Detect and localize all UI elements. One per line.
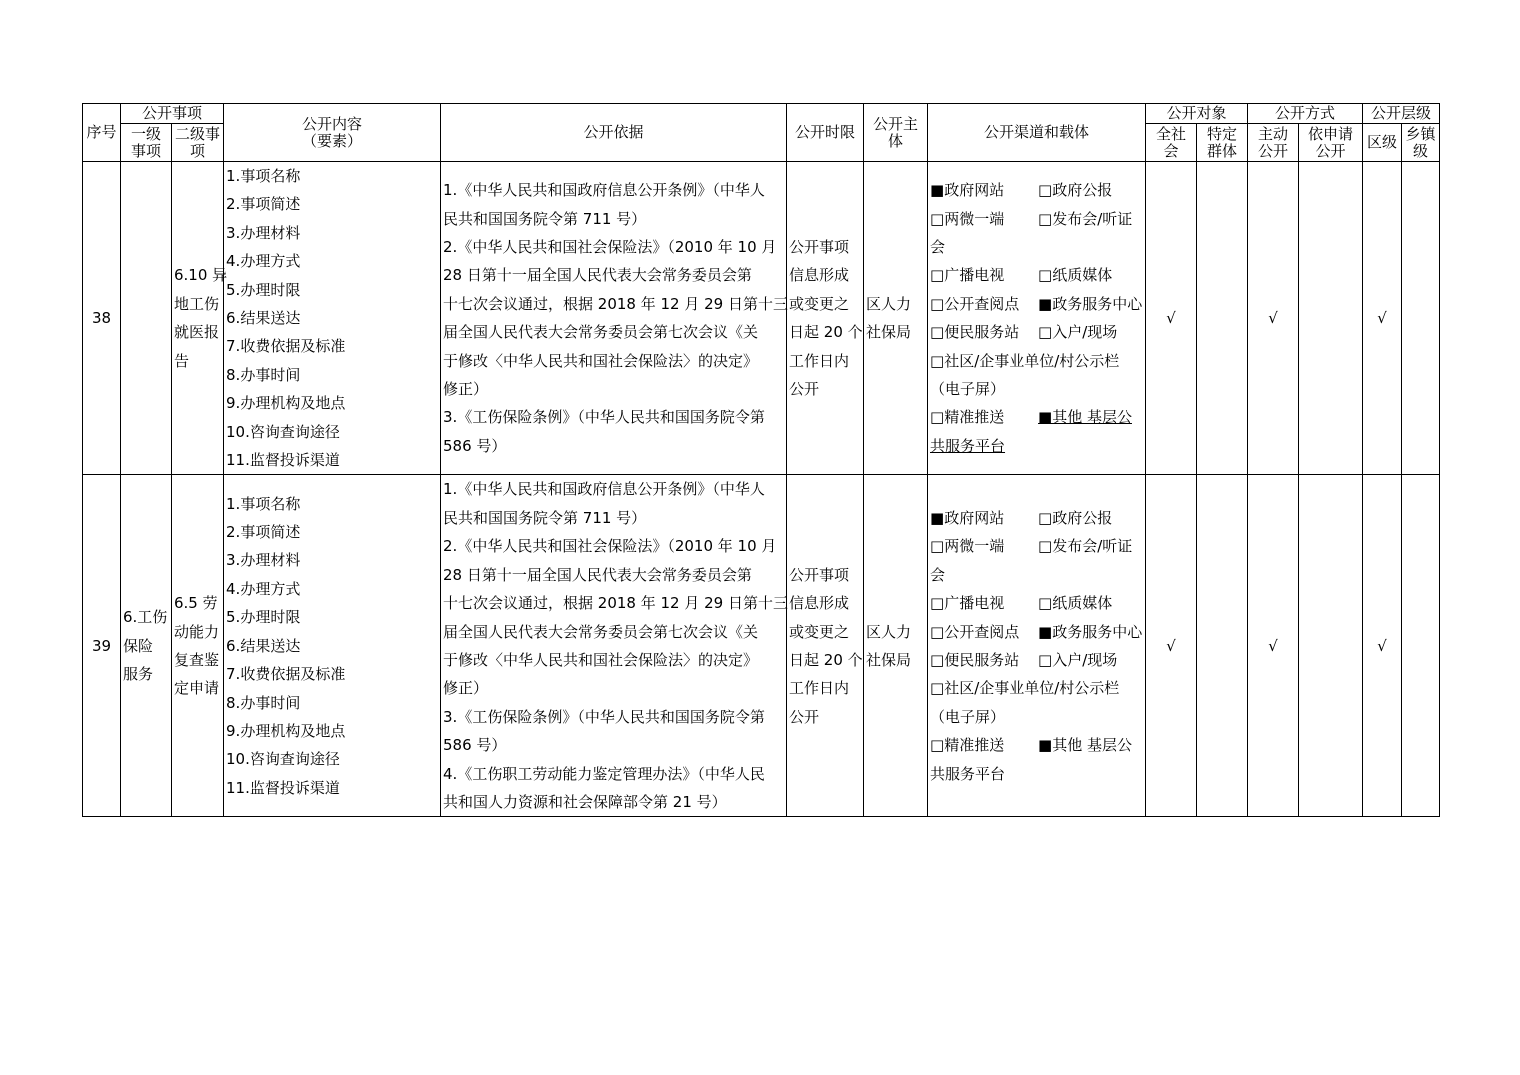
header-method-apply: 依申请 公开 — [1299, 124, 1363, 162]
row-channels: ■政府网站 □政府公报 □两微一端 □发布会/听证 会 □广播电视 □纸质媒体 □公开查阅点 ■政务服务中心 □便民服务站 □入户/现场 □社区/企事业单位/村公示栏 （电子屏） □精准推送 ■其他 基层公 共服务平台 — [928, 475, 1146, 817]
header-level-district: 区级 — [1363, 124, 1402, 162]
row-target-all: √ — [1146, 162, 1197, 475]
row-channels: ■政府网站 □政府公报 □两微一端 □发布会/听证 会 □广播电视 □纸质媒体 □公开查阅点 ■政务服务中心 □便民服务站 □入户/现场 □社区/企事业单位/村公示栏 （电子屏） □精准推送 ■其他 基层公 共服务平台 — [928, 162, 1146, 475]
header-target-group: 公开对象 — [1146, 104, 1248, 124]
row-seq: 38 — [83, 162, 121, 475]
row-level-town — [1402, 162, 1440, 475]
header-channel: 公开渠道和载体 — [928, 104, 1146, 162]
header-level-town: 乡镇 级 — [1402, 124, 1440, 162]
row-method-apply — [1299, 162, 1363, 475]
row-method-active: √ — [1248, 475, 1299, 817]
header-content: 公开内容 （要素） — [224, 104, 441, 162]
row-level1: 6.工伤 保险 服务 — [121, 475, 172, 817]
row-target-specific — [1197, 162, 1248, 475]
row-level2: 6.5 劳 动能力 复查鉴 定申请 — [172, 475, 224, 817]
row-method-active: √ — [1248, 162, 1299, 475]
table-row — [83, 162, 1440, 475]
row-method-apply — [1299, 475, 1363, 817]
row-subject: 区人力 社保局 — [864, 475, 928, 817]
header-level2: 二级事 项 — [172, 124, 224, 162]
header-level-group: 公开层级 — [1363, 104, 1440, 124]
row-content: 1.事项名称 2.事项简述 3.办理材料 4.办理方式 5.办理时限 6.结果送达 7.收费依据及标准 8.办事时间 9.办理机构及地点 10.咨询查询途径 11.监督投诉渠道 — [224, 162, 441, 475]
table-row — [83, 475, 1440, 817]
row-time-limit: 公开事项 信息形成 或变更之 日起 20 个 工作日内 公开 — [787, 162, 864, 475]
header-target-all: 全社 会 — [1146, 124, 1197, 162]
table-header — [83, 104, 1440, 162]
row-level1 — [121, 162, 172, 475]
header-item-group: 公开事项 — [121, 104, 224, 124]
row-time-limit: 公开事项 信息形成 或变更之 日起 20 个 工作日内 公开 — [787, 475, 864, 817]
row-level-district: √ — [1363, 475, 1402, 817]
row-level2: 6.10 异 地工伤 就医报 告 — [172, 162, 224, 475]
row-subject: 区人力 社保局 — [864, 162, 928, 475]
row-basis: 1.《中华人民共和国政府信息公开条例》（中华人 民共和国国务院令第 711 号） 2.《中华人民共和国社会保险法》（2010 年 10 月 28 日第十一届全国人民代表大会常务委员会第 十七次会议通过，根据 2018 年 12 月 29 日第十三 届全国人民代表大会常务委员会第七次会议《关 于修改〈中华人民共和国社会保险法〉的决定》 修正） 3.《工伤保险条例》（中华人民共和国国务院令第 586 号） — [441, 162, 787, 475]
header-method-active: 主动 公开 — [1248, 124, 1299, 162]
row-target-all: √ — [1146, 475, 1197, 817]
header-level1: 一级 事项 — [121, 124, 172, 162]
header-method-group: 公开方式 — [1248, 104, 1363, 124]
row-target-specific — [1197, 475, 1248, 817]
header-basis: 公开依据 — [441, 104, 787, 162]
row-basis: 1.《中华人民共和国政府信息公开条例》（中华人 民共和国国务院令第 711 号） 2.《中华人民共和国社会保险法》（2010 年 10 月 28 日第十一届全国人民代表大会常务委员会第 十七次会议通过，根据 2018 年 12 月 29 日第十三 届全国人民代表大会常务委员会第七次会议《关 于修改〈中华人民共和国社会保险法〉的决定》 修正） 3.《工伤保险条例》（中华人民共和国国务院令第 586 号） 4.《工伤职工劳动能力鉴定管理办法》（中华人民 共和国人力资源和社会保障部令第 21 号） — [441, 475, 787, 817]
header-target-specific: 特定 群体 — [1197, 124, 1248, 162]
row-level-district: √ — [1363, 162, 1402, 475]
disclosure-table — [82, 103, 1440, 817]
header-time-limit: 公开时限 — [787, 104, 864, 162]
row-level-town — [1402, 475, 1440, 817]
row-content: 1.事项名称 2.事项简述 3.办理材料 4.办理方式 5.办理时限 6.结果送达 7.收费依据及标准 8.办事时间 9.办理机构及地点 10.咨询查询途径 11.监督投诉渠道 — [224, 475, 441, 817]
header-subject: 公开主 体 — [864, 104, 928, 162]
header-seq: 序号 — [83, 104, 121, 162]
row-seq: 39 — [83, 475, 121, 817]
